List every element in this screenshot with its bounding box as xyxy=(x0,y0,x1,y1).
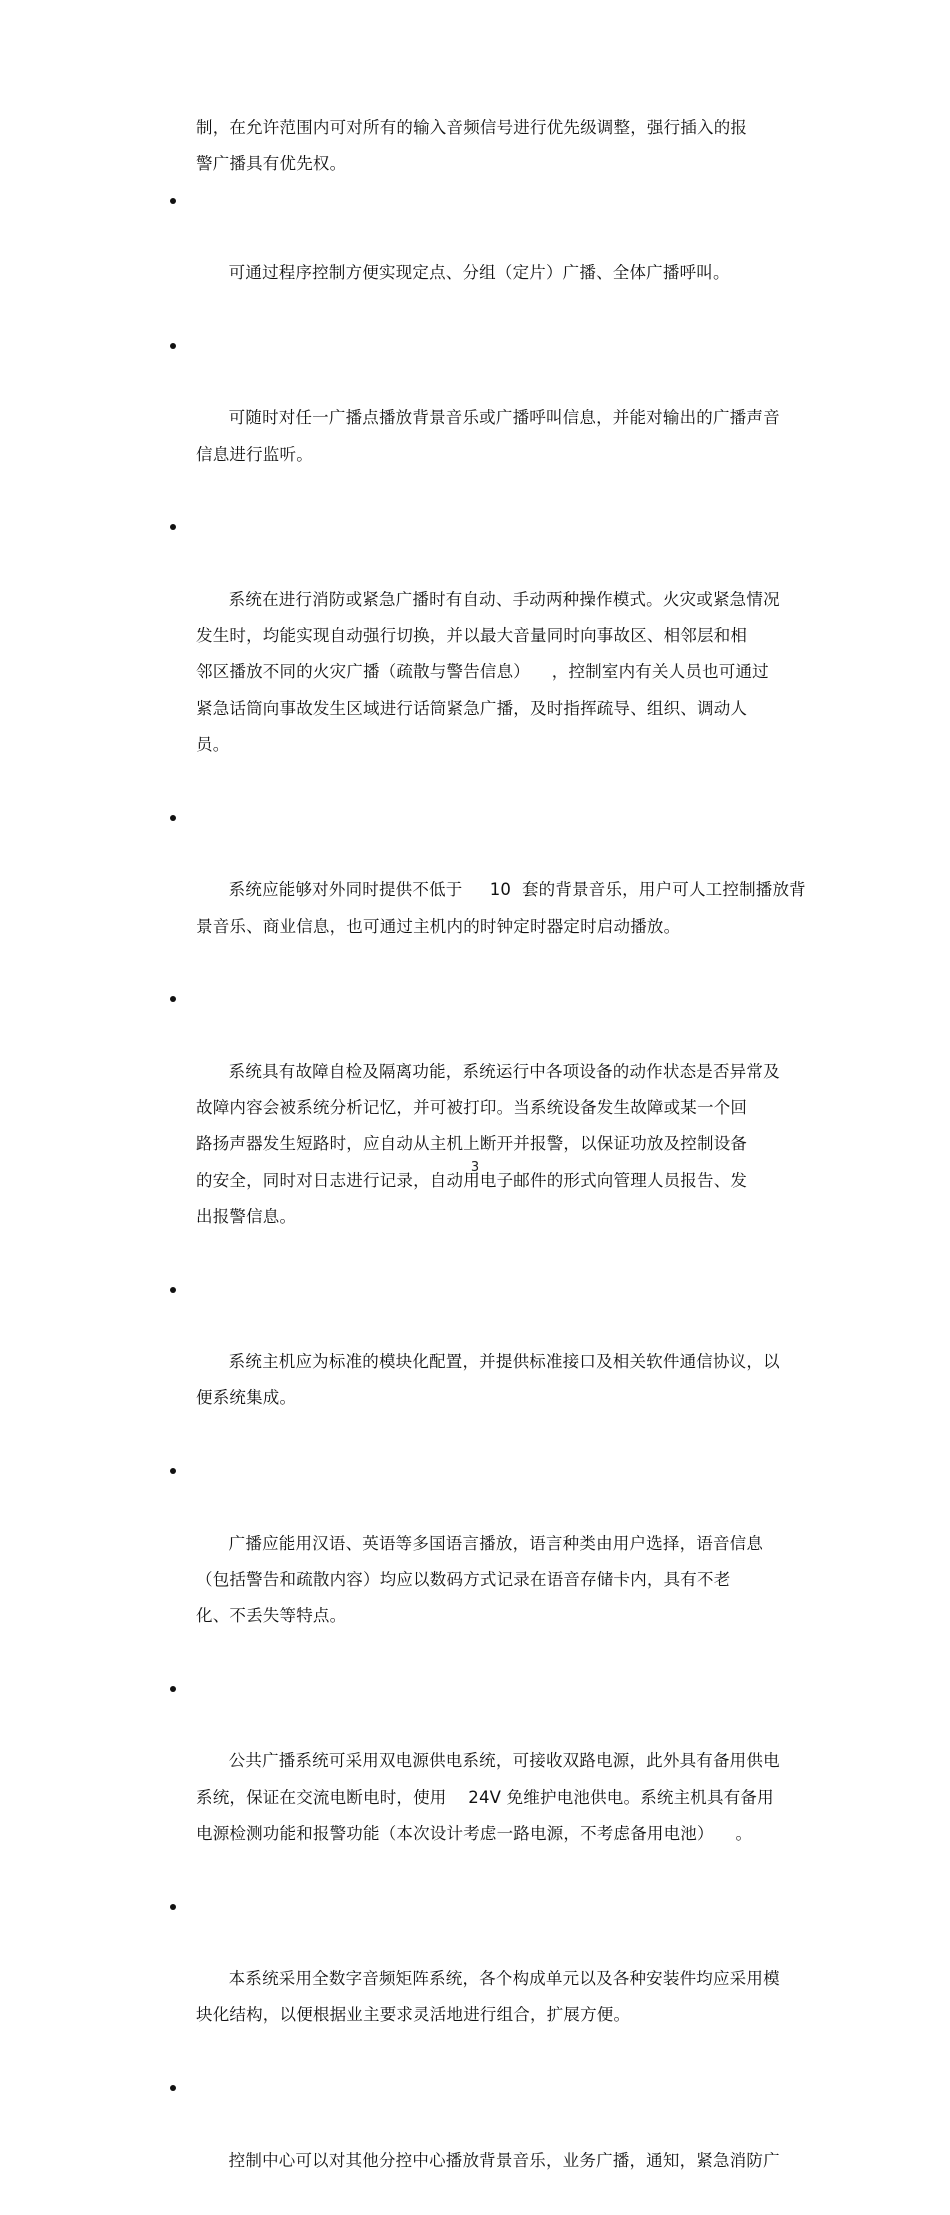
bullet-text: 公共广播系统可采用双电源供电系统，可接收双路电源，此外具有备用供电 系统，保证在交流电断电时，使用 24V 免维护电池供电。系统主机具有备用 电源检测功能和报警功能（本次设计考虑一路电源，不考虑备用电池） 。 xyxy=(196,1751,780,1843)
bullet-dot-icon xyxy=(170,198,176,204)
bullet-item-4 xyxy=(167,800,807,981)
bullet-dot-icon xyxy=(170,2085,176,2091)
bullet-dot-icon xyxy=(170,1686,176,1692)
continuation-paragraph: 制，在允许范围内可对所有的输入音频信号进行优先级调整，强行插入的报 警广播具有优先权。 xyxy=(196,118,748,174)
bullet-item-9 xyxy=(167,1889,807,2070)
bullet-item-3 xyxy=(167,509,807,799)
bullet-item-6 xyxy=(167,1272,807,1453)
bullet-dot-icon xyxy=(170,1287,176,1293)
bullet-text: 系统应能够对外同时提供不低于 10 套的背景音乐，用户可人工控制播放背 景音乐、商业信息，也可通过主机内的时钟定时器定时启动播放。 xyxy=(196,880,806,936)
bullet-text: 系统具有故障自检及隔离功能，系统运行中各项设备的动作状态是否异常及 故障内容会被系统分析记忆，并可被打印。当系统设备发生故障或某一个回 路扬声器发生短路时，应自动从主机上断开并报警，以保证功放及控制设备 的安全，同时对日志进行记录，自动用电子邮件的形式向管理人员报告、发 出报警信息。 xyxy=(196,1061,780,1226)
bullet-text: 控制中心可以对其他分控中心播放背景音乐，业务广播，通知，紧急消防广 xyxy=(228,2150,780,2170)
bullet-dot-icon xyxy=(170,343,176,349)
bullet-text: 系统在进行消防或紧急广播时有自动、手动两种操作模式。火灾或紧急情况 发生时，均能实现自动强行切换，并以最大音量同时向事故区、相邻层和相 邻区播放不同的火灾广播（疏散与警告信息） ，控制室内有关人员也可通过 紧急话筒向事故发生区域进行话筒紧急广播，及时指挥疏导、组织、调动人 员。 xyxy=(196,589,780,755)
bullet-dot-icon xyxy=(170,815,176,821)
bullet-item-7 xyxy=(167,1453,807,1671)
bullet-text: 可通过程序控制方便实现定点、分组（定片）广播、全体广播呼叫。 xyxy=(228,263,730,283)
bullet-dot-icon xyxy=(170,996,176,1002)
bullet-dot-icon xyxy=(170,1468,176,1474)
bullet-text: 可随时对任一广播点播放背景音乐或广播呼叫信息，并能对输出的广播声音 信息进行监听。 xyxy=(196,408,780,464)
bullet-item-10 xyxy=(167,2070,807,2215)
bullet-item-2 xyxy=(167,328,807,509)
page-number: 3 xyxy=(470,1160,480,1175)
bullet-item-8 xyxy=(167,1671,807,1889)
bullet-text: 系统主机应为标准的模块化配置，并提供标准接口及相关软件通信协议，以 便系统集成。 xyxy=(196,1352,780,1408)
bullet-item-5 xyxy=(167,981,807,1271)
bullet-item-1 xyxy=(167,183,807,328)
bullet-dot-icon xyxy=(170,1904,176,1910)
bullet-dot-icon xyxy=(170,524,176,530)
bullet-text: 本系统采用全数字音频矩阵系统，各个构成单元以及各种安装件均应采用模 块化结构，以便根据业主要求灵活地进行组合，扩展方便。 xyxy=(196,1969,780,2025)
bullet-text: 广播应能用汉语、英语等多国语言播放，语言种类由用户选择，语音信息 （包括警告和疏散内容）均应以数码方式记录在语音存储卡内，具有不老 化、不丢失等特点。 xyxy=(196,1533,764,1626)
